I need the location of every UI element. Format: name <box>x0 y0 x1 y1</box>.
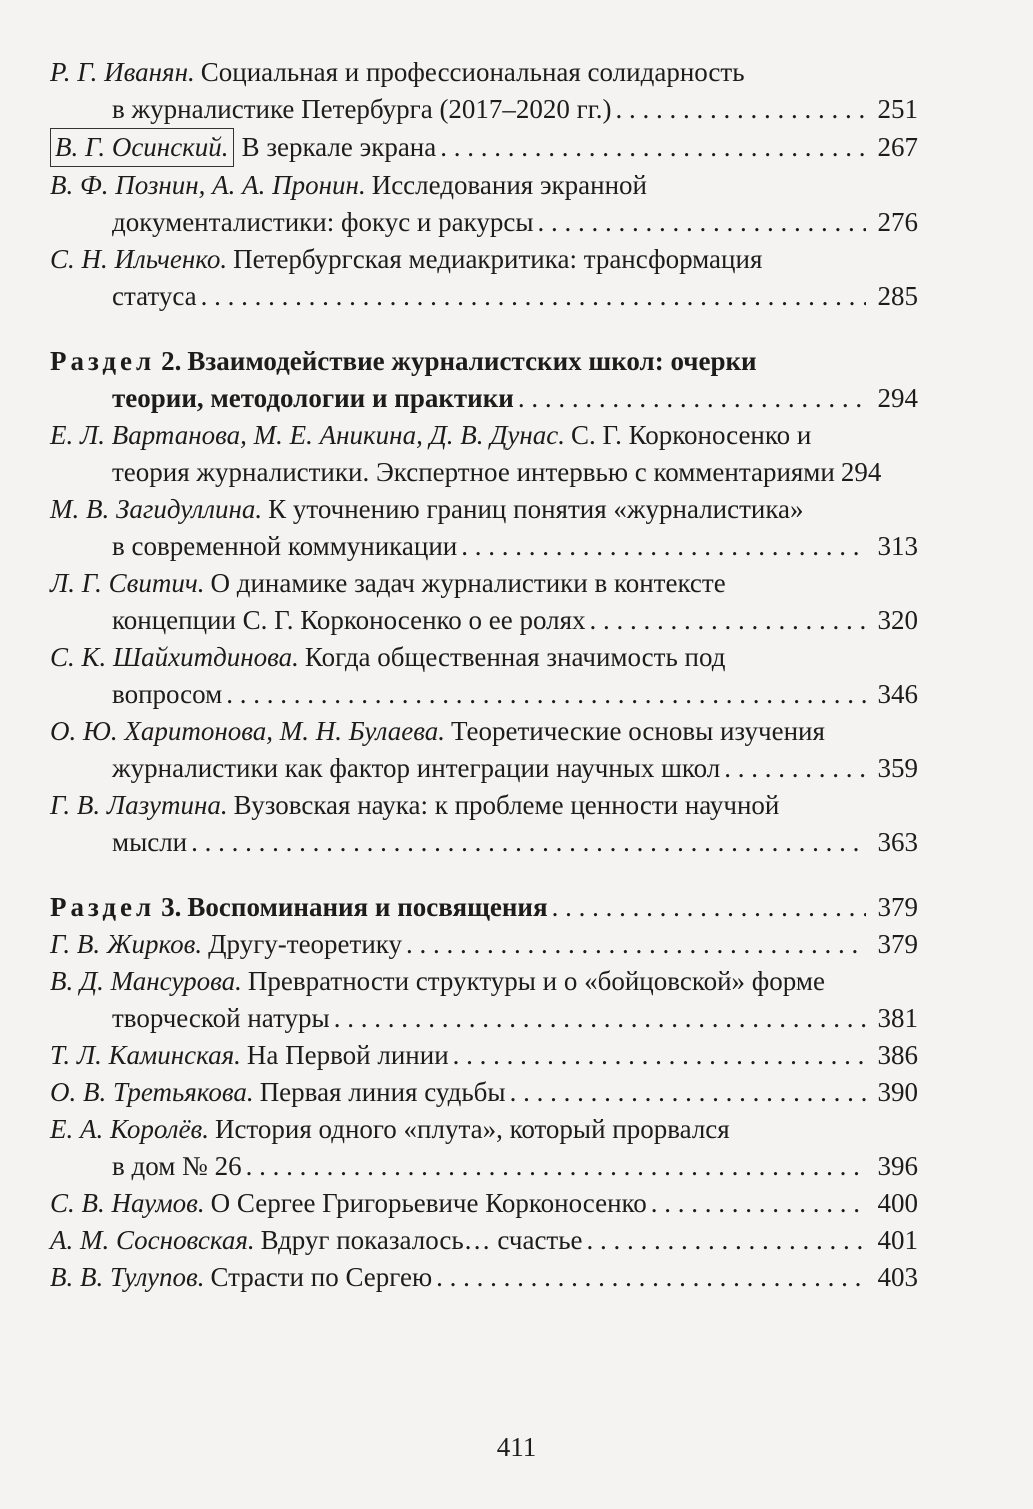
entry-page: 267 <box>877 132 918 162</box>
entry-page: 381 <box>877 1003 918 1033</box>
entry-author: С. Н. Ильченко. <box>50 244 228 274</box>
entry-author: М. В. Загидуллина. <box>50 494 263 524</box>
leader-dots <box>453 1037 866 1074</box>
entry-author: В. Д. Мансурова. <box>50 966 242 996</box>
section-prefix: Раздел <box>50 346 156 376</box>
section-number: 2. <box>161 346 182 376</box>
entry-author: Е. А. Королёв. <box>50 1114 209 1144</box>
entry-title: Когда общественная значимость под <box>304 642 726 672</box>
entry-title-cont: статуса <box>112 281 197 311</box>
leader-dots <box>510 1074 866 1111</box>
entry-page: 251 <box>877 94 918 124</box>
entry-author: О. В. Третьякова. <box>50 1077 254 1107</box>
toc-entry <box>50 1259 918 1296</box>
leader-dots <box>537 204 866 241</box>
entry-title-cont: теория журналистики. Экспертное интервью с комментариями <box>112 457 835 487</box>
entry-title-cont: творческой натуры <box>112 1003 330 1033</box>
entry-title: На Первой линии <box>246 1040 449 1070</box>
entry-title: Страсти по Сергею <box>210 1262 433 1292</box>
entry-page: 313 <box>877 531 918 561</box>
toc-entry <box>50 1222 918 1259</box>
toc-entry <box>50 1185 918 1222</box>
entry-page: 320 <box>877 605 918 635</box>
toc-entry <box>50 241 918 315</box>
entry-title: Социальная и профессиональная солидарность <box>200 57 745 87</box>
toc-entry <box>50 167 918 241</box>
entry-page: 346 <box>877 679 918 709</box>
toc-entry <box>50 1037 918 1074</box>
entry-title: О Сергее Григорьевиче Корконосенко <box>210 1188 647 1218</box>
entry-title-cont: в современной коммуникации <box>112 531 458 561</box>
leader-dots <box>616 91 866 128</box>
entry-title: К уточнению границ понятия «журналистика» <box>268 494 804 524</box>
entry-page: 294 <box>840 457 882 487</box>
leader-dots <box>552 889 866 926</box>
entry-author: Г. В. Лазутина. <box>50 790 228 820</box>
entry-title: О динамике задач журналистики в контексте <box>210 568 726 598</box>
entry-title-cont: документалистики: фокус и ракурсы <box>112 207 534 237</box>
entry-author: С. К. Шайхитдинова. <box>50 642 299 672</box>
section-title-cont: теории, методологии и практики <box>112 383 514 413</box>
entry-author-boxed: В. Г. Осинский. <box>50 128 234 167</box>
toc-entry <box>50 1074 918 1111</box>
entry-page: 363 <box>877 827 918 857</box>
entry-title: Вдруг показалось… счастье <box>260 1225 583 1255</box>
leader-dots <box>406 926 866 963</box>
toc-entry <box>50 787 918 861</box>
toc-entry <box>50 417 918 491</box>
entry-author: Г. В. Жирков. <box>50 929 203 959</box>
leader-dots <box>226 676 866 713</box>
entry-title-cont: вопросом <box>112 679 223 709</box>
entry-title: Превратности структуры и о «бойцовской» форме <box>247 966 825 996</box>
entry-author: Е. Л. Вартанова, М. Е. Аникина, Д. В. Дунас. <box>50 420 566 450</box>
toc-entry <box>50 565 918 639</box>
entry-author: Т. Л. Каминская. <box>50 1040 241 1070</box>
page-number: 411 <box>496 1432 537 1462</box>
entry-author: С. В. Наумов. <box>50 1188 205 1218</box>
entry-title: Петербургская медиакритика: трансформация <box>233 244 763 274</box>
toc-entry <box>50 54 918 128</box>
toc-entry <box>50 491 918 565</box>
entry-title-cont: в журналистике Петербурга (2017–2020 гг.) <box>112 94 612 124</box>
toc-entry <box>50 1111 918 1185</box>
entry-title: Теоретические основы изучения <box>451 716 825 746</box>
entry-title: История одного «плута», который прорвался <box>214 1114 730 1144</box>
section-title: Взаимодействие журналистских школ: очерки <box>187 346 757 376</box>
leader-dots <box>724 750 866 787</box>
leader-dots <box>518 380 866 417</box>
toc-entry <box>50 926 918 963</box>
leader-dots <box>590 602 866 639</box>
entry-title-cont: в дом № 26 <box>112 1151 242 1181</box>
toc-entry <box>50 963 918 1037</box>
entry-page: 285 <box>877 281 918 311</box>
entry-page: 400 <box>877 1188 918 1218</box>
entry-title-cont: концепции С. Г. Корконосенко о ее ролях <box>112 605 586 635</box>
toc-entry <box>50 128 918 167</box>
entry-author: Р. Г. Иванян. <box>50 57 195 87</box>
entry-page: 276 <box>877 207 918 237</box>
leader-dots <box>334 1000 866 1037</box>
entry-page: 390 <box>877 1077 918 1107</box>
section-prefix: Раздел <box>50 892 156 922</box>
entry-page: 379 <box>877 929 918 959</box>
leader-dots <box>436 1259 866 1296</box>
entry-page: 396 <box>877 1151 918 1181</box>
entry-title: Первая линия судьбы <box>259 1077 506 1107</box>
section-heading <box>50 889 918 926</box>
entry-title-cont: журналистики как фактор интеграции научных школ <box>112 753 721 783</box>
leader-dots <box>246 1148 866 1185</box>
leader-dots <box>191 824 866 861</box>
entry-title: Исследования экранной <box>371 170 647 200</box>
entry-author: О. Ю. Харитонова, М. Н. Булаева. <box>50 716 446 746</box>
section-title: Воспоминания и посвящения <box>187 892 548 922</box>
entry-author: В. Ф. Познин, А. А. Пронин. <box>50 170 366 200</box>
entry-page: 401 <box>877 1225 918 1255</box>
table-of-contents <box>50 54 918 1296</box>
leader-dots <box>201 278 866 315</box>
entry-title: В зеркале экрана <box>241 132 437 162</box>
section-number: 3. <box>161 892 182 922</box>
section-page: 294 <box>877 383 918 413</box>
entry-page: 386 <box>877 1040 918 1070</box>
entry-author: Л. Г. Свитич. <box>50 568 205 598</box>
entry-page: 403 <box>877 1262 918 1292</box>
entry-title: Другу-теоретику <box>208 929 403 959</box>
section-page: 379 <box>877 892 918 922</box>
entry-title-cont: мысли <box>112 827 188 857</box>
leader-dots <box>587 1222 866 1259</box>
leader-dots <box>461 528 866 565</box>
section-heading <box>50 343 918 417</box>
entry-author: В. В. Тулупов. <box>50 1262 205 1292</box>
entry-title: С. Г. Корконосенко и <box>571 420 812 450</box>
entry-page: 359 <box>877 753 918 783</box>
toc-entry <box>50 639 918 713</box>
toc-entry <box>50 713 918 787</box>
entry-title: Вузовская наука: к проблеме ценности научной <box>233 790 780 820</box>
leader-dots <box>440 129 866 166</box>
leader-dots <box>651 1185 866 1222</box>
entry-author: А. М. Сосновская. <box>50 1225 255 1255</box>
